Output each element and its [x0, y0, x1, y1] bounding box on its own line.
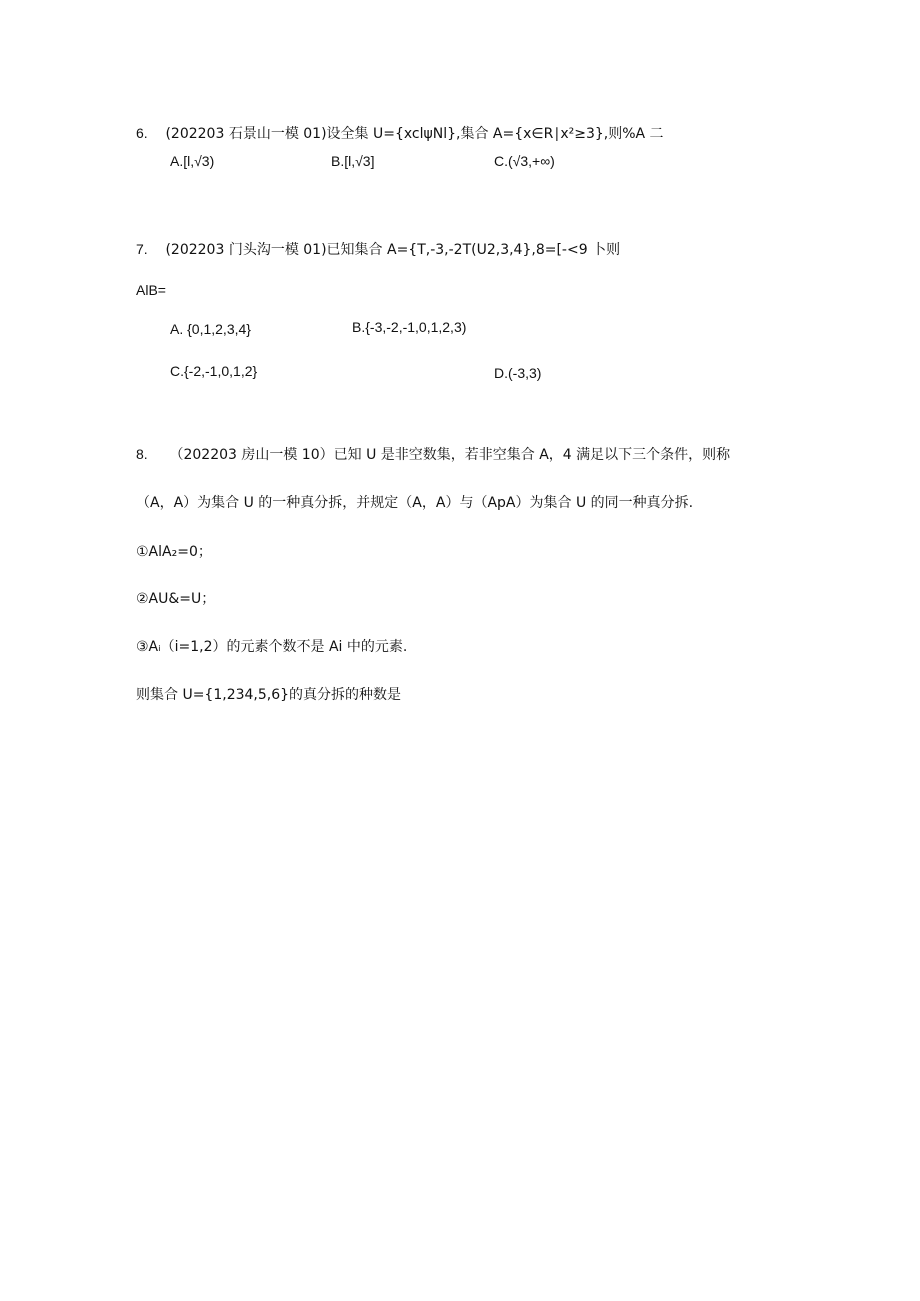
question-6-option-b: B.[l,√3]	[331, 153, 375, 169]
question-8-question: 则集合 U={1,234,5,6}的真分拆的种数是	[136, 687, 402, 703]
question-7-option-b: B.{-3,-2,-1,0,1,2,3)	[352, 319, 467, 335]
question-8-stem-continued: （A，A）为集合 U 的一种真分拆，并规定（A，A）与（ApA）为集合 U 的同一种真分拆.	[136, 495, 694, 511]
question-6-stem: (202203 石景山一模 01)设全集 U={xclψNl},集合 A={x∈R∣x²≥3},则%A 二	[165, 126, 664, 142]
question-8-condition-3: ③Aᵢ（i=1,2）的元素个数不是 Ai 中的元素.	[136, 639, 408, 655]
question-7-option-c: C.{-2,-1,0,1,2}	[170, 363, 258, 379]
question-8-condition-2: ②AU&=U；	[136, 591, 216, 607]
question-6-option-c: C.(√3,+∞)	[494, 153, 555, 169]
question-6-option-a: A.[l,√3)	[170, 153, 215, 169]
question-8-stem: （202203 房山一模 10）已知 U 是非空数集，若非空集合 A，4 满足以下三个条件，则称	[169, 447, 731, 463]
question-7	[136, 240, 620, 259]
question-8-condition-1: ①AlA₂=0；	[136, 544, 212, 560]
question-6-number: 6.	[136, 125, 148, 141]
question-7-option-a: A. {0,1,2,3,4}	[170, 321, 251, 337]
question-8	[136, 445, 730, 464]
question-7-stem-continued: AlB=	[136, 282, 166, 298]
question-8-number: 8.	[136, 446, 148, 462]
question-6	[136, 124, 664, 143]
question-7-stem: (202203 门头沟一模 01)已知集合 A={T,-3,-2T(U2,3,4},8=[-<9 卜则	[165, 242, 621, 258]
question-7-option-d: D.(-3,3)	[494, 365, 542, 381]
question-7-number: 7.	[136, 241, 148, 257]
